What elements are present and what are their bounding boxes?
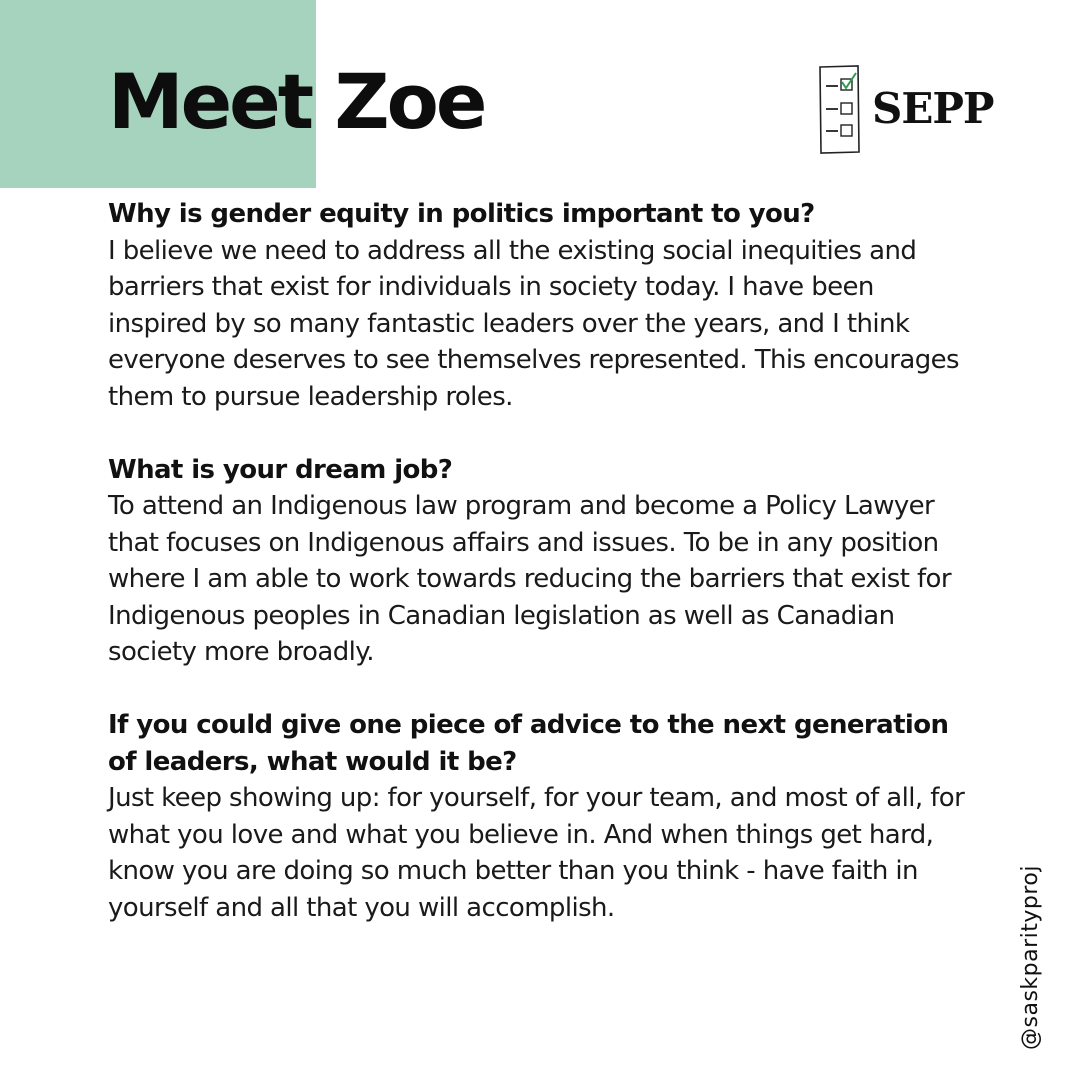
answer-text: To attend an Indigenous law program and become a Policy Lawyer that focuses on Indigenous affairs and issues. To be in any position where I am able to work towards reducing the barriers that exist for Indigenous peoples in Canadian legislation as well as Canadian society more broadly.	[108, 491, 951, 667]
answer-text: Just keep showing up: for yourself, for your team, and most of all, for what you love and what you believe in. And when things get hard, know you are doing so much better than you think - have faith in yourself and all that you will accomplish.	[108, 783, 965, 923]
title-word-meet: Meet	[108, 57, 312, 146]
question-heading: What is your dream job?	[108, 454, 453, 485]
qa-item-gender-equity	[108, 196, 978, 415]
title-word-name: Zoe	[334, 57, 485, 146]
logo-text: SEPP	[872, 84, 994, 133]
page-title	[108, 52, 484, 152]
ballot-checklist-icon	[816, 64, 864, 156]
answer-text: I believe we need to address all the existing social inequities and barriers that exist for individuals in society today. I have been inspired by so many fantastic leaders over the years, and I think everyone deserves to see themselves represented. This encourages them to pursue leadership roles.	[108, 235, 959, 412]
sepp-logo	[816, 64, 1016, 156]
question-heading: Why is gender equity in politics important to you?	[108, 199, 815, 229]
qa-item-advice	[108, 707, 978, 926]
social-handle: @saskparityproj	[1018, 865, 1043, 1050]
qa-section	[108, 196, 978, 963]
question-heading: If you could give one piece of advice to the next generation of leaders, what would it be?	[108, 710, 949, 777]
qa-item-dream-job	[108, 452, 978, 671]
